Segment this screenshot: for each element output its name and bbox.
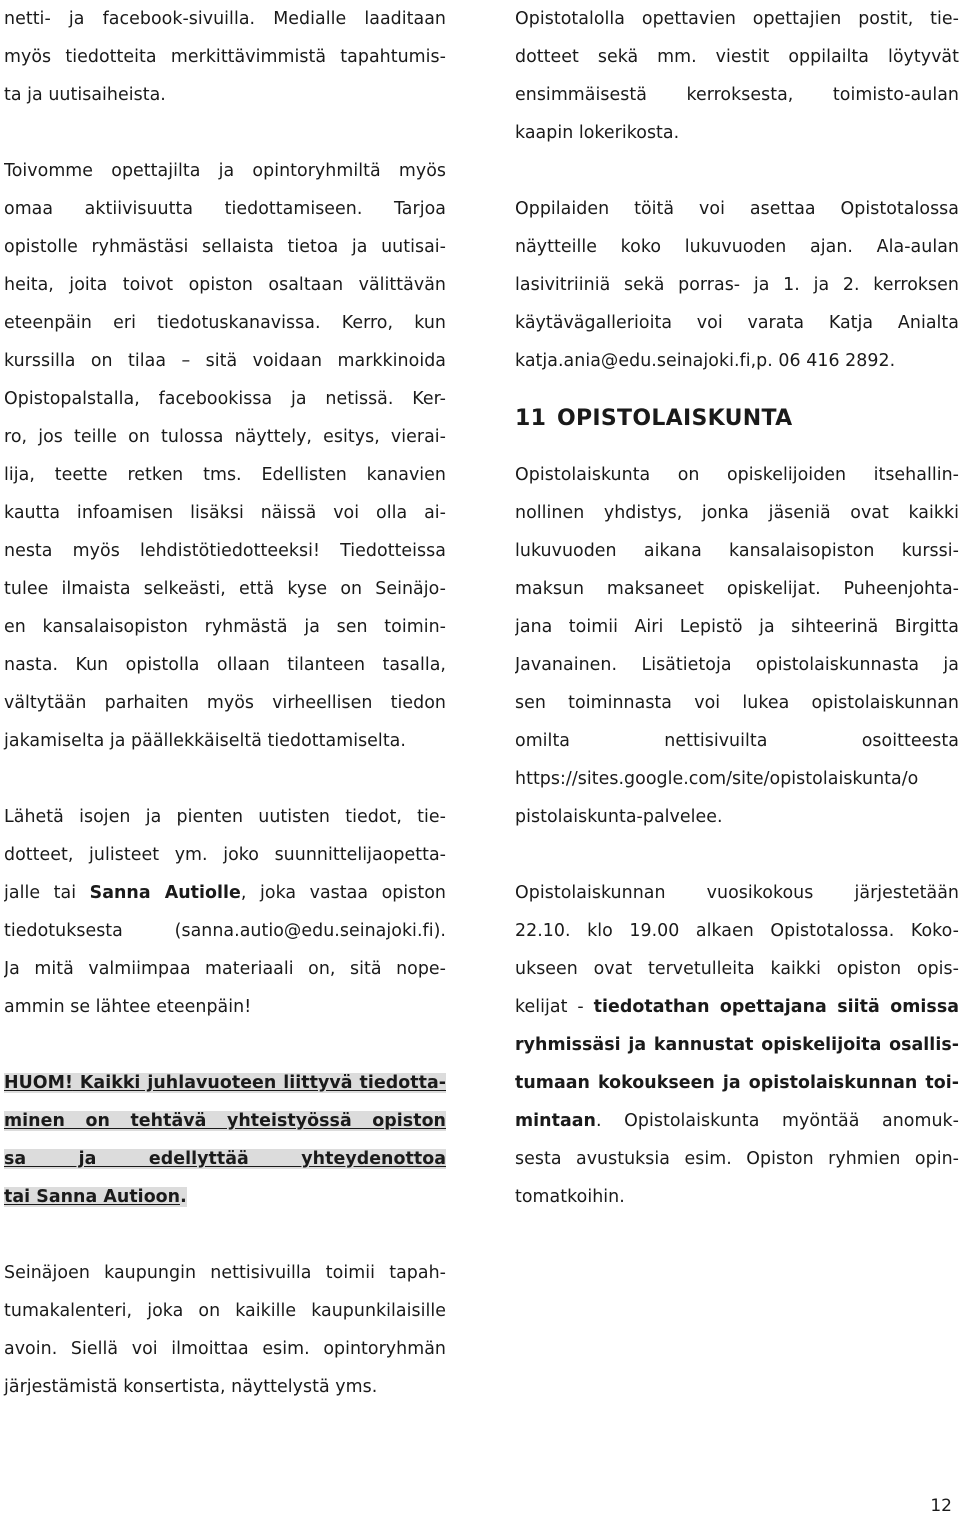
text-line: Ja mitä valmiimpaa materiaali on, sitä nope- <box>4 959 446 979</box>
text-line: minen on tehtävä yhteistyössä opiston <box>4 1102 446 1140</box>
text-line: Opistolaiskunnan vuosikokous järjestetään <box>515 883 959 903</box>
paragraph-annual-meeting <box>515 874 959 1216</box>
text-line: ro, jos teille on tulossa näyttely, esitys, vierai- <box>4 427 446 447</box>
text-line: Lähetä isojen ja pienten uutisten tiedot, tie- <box>4 807 446 827</box>
text-line: tomatkoihin. <box>515 1187 625 1207</box>
text-line: ensimmäisestä kerroksesta, toimisto-aulan <box>515 85 959 105</box>
text-line: lukuvuoden aikana kansalaisopiston kurssi- <box>515 541 959 561</box>
paragraph-send-news <box>4 798 446 1026</box>
text-line: dotteet, julisteet ym. joko suunnittelijaopetta- <box>4 845 446 865</box>
text-line: omaa aktiivisuutta tiedottamiseen. Tarjoa <box>4 199 446 219</box>
text-line: nollinen yhdistys, jonka jäseniä ovat kaikki <box>515 503 959 523</box>
url-line: pistolaiskunta-palvelee. <box>515 807 723 827</box>
text-line: Javanainen. Lisätietoja opistolaiskunnasta ja <box>515 655 959 675</box>
section-number: 11 <box>515 406 547 431</box>
text-line: maksun maksaneet opiskelijat. Puheenjohta- <box>515 579 959 599</box>
text-line: vältytään parhaiten myös virheellisen tiedon <box>4 693 446 713</box>
notice-huom <box>4 1064 446 1216</box>
text-line: eteenpäin eri tiedotuskanavissa. Kerro, kun <box>4 313 446 333</box>
text-line: ryhmissäsi ja kannustat opiskelijoita osallis- <box>515 1035 959 1055</box>
left-column <box>4 0 446 1406</box>
text-line: nasta. Kun opistolla ollaan tilanteen tasalla, <box>4 655 446 675</box>
text-line: myös tiedotteita merkittävimmistä tapahtumis- <box>4 47 446 67</box>
text-line: kaapin lokerikosta. <box>515 123 680 143</box>
paragraph-activity <box>4 152 446 760</box>
text-line: mintaan. Opistolaiskunta myöntää anomuk- <box>515 1111 959 1131</box>
contact-name: Sanna Autiolle <box>89 883 241 903</box>
text-line: jakamiselta ja päällekkäiseltä tiedottamiselta. <box>4 731 406 751</box>
text-line: tai Sanna Autioon. <box>4 1187 187 1207</box>
text-line: sesta avustuksia esim. Opiston ryhmien opin- <box>515 1149 959 1169</box>
paragraph-city-calendar <box>4 1254 446 1406</box>
url-line: https://sites.google.com/site/opistolaiskunta/o <box>515 769 919 789</box>
text-line: avoin. Siellä voi ilmoittaa esim. opintoryhmän <box>4 1339 446 1359</box>
text-line: heita, joita toivot opiston osaltaan välittävän <box>4 275 446 295</box>
text-line: sa ja edellyttää yhteydenottoa <box>4 1140 446 1178</box>
text-line: tumaan kokoukseen ja opistolaiskunnan toi- <box>515 1073 959 1093</box>
notice-label: HUOM! <box>4 1073 73 1093</box>
text-line: dotteet sekä mm. viestit oppilailta löytyvät <box>515 47 959 67</box>
text-line: omilta nettisivuilta osoitteesta <box>515 731 959 751</box>
text-line: 22.10. klo 19.00 alkaen Opistotalossa. Koko- <box>515 921 959 941</box>
text-line: Seinäjoen kaupungin nettisivuilla toimii tapah- <box>4 1263 446 1283</box>
text-line: en kansalaisopiston ryhmästä ja sen toimin- <box>4 617 446 637</box>
text-line: Opistopalstalla, facebookissa ja netissä. Ker- <box>4 389 446 409</box>
text-line: kelijat - tiedotathan opettajana siitä omissa <box>515 997 959 1017</box>
text-line: nesta myös lehdistötiedotteeksi! Tiedotteissa <box>4 541 446 561</box>
text-line: ta ja uutisaiheista. <box>4 85 166 105</box>
text-line: Opistolaiskunta on opiskelijoiden itsehallin- <box>515 465 959 485</box>
text-line: netti- ja facebook-sivuilla. Medialle laaditaan <box>4 9 446 29</box>
text-line: Oppilaiden töitä voi asettaa Opistotalossa <box>515 199 959 219</box>
text-line: kautta infoamisen lisäksi näissä voi olla ai- <box>4 503 446 523</box>
paragraph-media <box>4 0 446 114</box>
text-line: jalle tai Sanna Autiolle, joka vastaa opiston <box>4 883 446 903</box>
text-line: tumakalenteri, joka on kaikille kaupunkilaisille <box>4 1301 446 1321</box>
paragraph-student-works <box>515 190 959 380</box>
text-line: Toivomme opettajilta ja opintoryhmiltä myös <box>4 161 446 181</box>
text-line: näytteille koko lukuvuoden ajan. Ala-aulan <box>515 237 959 257</box>
text-line: lija, teette retken tms. Edellisten kanavien <box>4 465 446 485</box>
text-line: HUOM! Kaikki juhlavuoteen liittyvä tiedotta- <box>4 1073 446 1093</box>
section-title: OPISTOLAISKUNTA <box>557 406 793 431</box>
text-line: tiedotuksesta (sanna.autio@edu.seinajoki.fi). <box>4 921 446 941</box>
text-line: jana toimii Airi Lepistö ja sihteerinä Birgitta <box>515 617 959 637</box>
text-line: ukseen ovat tervetulleita kaikki opiston opis- <box>515 959 959 979</box>
text-line: katja.ania@edu.seinajoki.fi,p. 06 416 2892. <box>515 351 896 371</box>
text-line: Opistotalolla opettavien opettajien postit, tie- <box>515 9 959 29</box>
text-line: järjestämistä konsertista, näyttelystä yms. <box>4 1377 378 1397</box>
text-line: käytävägallerioita voi varata Katja Anialta <box>515 313 959 333</box>
section-heading <box>515 400 959 438</box>
text-line: sen toiminnasta voi lukea opistolaiskunnan <box>515 693 959 713</box>
text-line: tulee ilmaista selkeästi, että kyse on Seinäjo- <box>4 579 446 599</box>
text-line: opistolle ryhmästäsi sellaista tietoa ja uutisai- <box>4 237 446 257</box>
right-column <box>515 0 959 1216</box>
text-line: ammin se lähtee eteenpäin! <box>4 997 252 1017</box>
page-number: 12 <box>930 1496 952 1516</box>
paragraph-student-union <box>515 456 959 836</box>
text-line: lasivitriiniä sekä porras- ja 1. ja 2. kerroksen <box>515 275 959 295</box>
paragraph-teacher-mail <box>515 0 959 152</box>
text-line: kurssilla on tilaa – sitä voidaan markkinoida <box>4 351 446 371</box>
